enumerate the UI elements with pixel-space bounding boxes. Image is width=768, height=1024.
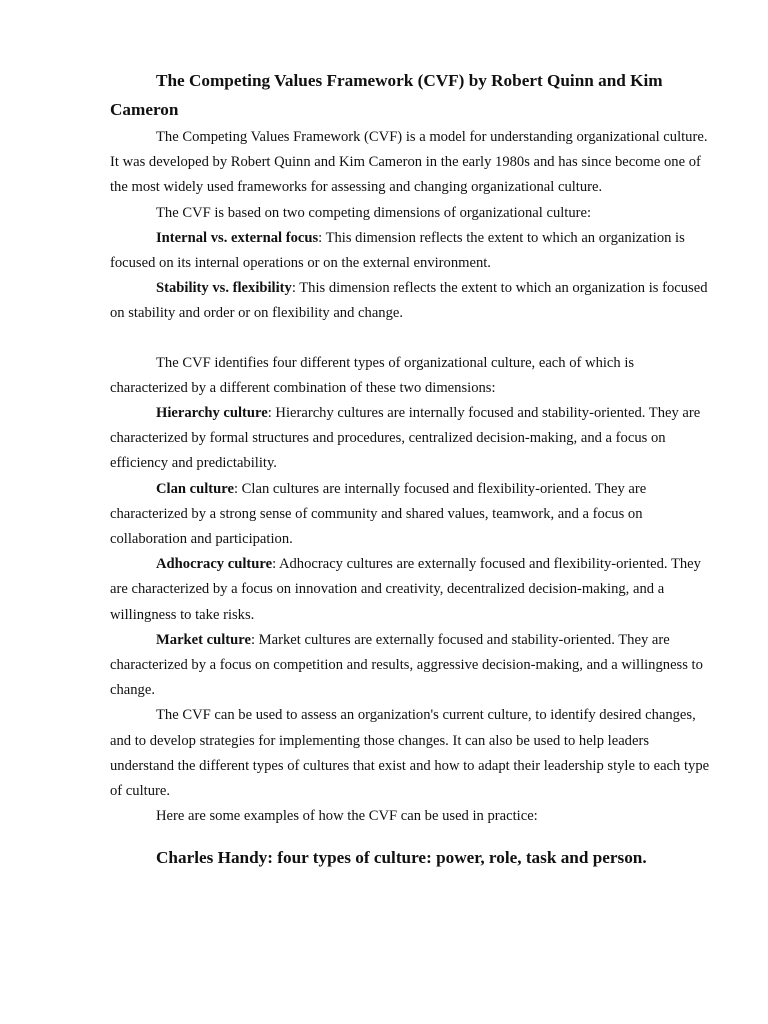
dimension-term: Internal vs. external focus — [156, 229, 319, 246]
type-clan-culture — [110, 477, 714, 553]
dimension-description: : This dimension reflects the extent to which an organization is focused on stability and order or on flexibility and change. — [110, 280, 708, 322]
dimensions-intro-paragraph: The CVF is based on two competing dimensions of organizational culture: — [156, 204, 592, 221]
document-title: The Competing Values Framework (CVF) by Robert Quinn and Kim Cameron — [110, 71, 663, 119]
document-page — [110, 66, 714, 872]
intro-paragraph: The Competing Values Framework (CVF) is a model for understanding organizational culture. It was developed by Robert Quinn and Kim Cameron in the early 1980s and has since become one of the most widely used frameworks for assessing and changing organizational culture. — [110, 129, 708, 196]
culture-type-term: Market culture — [156, 631, 251, 648]
type-market-culture — [110, 628, 714, 704]
culture-type-term: Clan culture — [156, 480, 234, 497]
types-intro-paragraph: The CVF identifies four different types of organizational culture, each of which is characterized by a different combination of these two dimensions: — [110, 354, 635, 396]
culture-type-description: : Hierarchy cultures are internally focused and stability-oriented. They are characterized by formal structures and procedures, centralized decision-making, and a focus on efficiency and predictability. — [110, 405, 701, 472]
type-hierarchy-culture — [110, 401, 714, 477]
dimension-stability-flexibility — [110, 276, 714, 326]
dimension-term: Stability vs. flexibility — [156, 280, 292, 297]
type-adhocracy-culture — [110, 552, 714, 628]
paragraph-spacer — [110, 327, 714, 351]
usage-paragraph: The CVF can be used to assess an organization's current culture, to identify desired changes, and to develop strategies for implementing those changes. It can also be used to help leaders understand the different types of cultures that exist and how to adapt their leadership style to each type of culture. — [110, 707, 710, 800]
examples-intro-paragraph: Here are some examples of how the CVF can be used in practice: — [156, 808, 538, 825]
culture-type-description: : Market cultures are externally focused and stability-oriented. They are characterized by a focus on competition and results, aggressive decision-making, and a willingness to change. — [110, 631, 703, 699]
culture-type-description: : Clan cultures are internally focused and flexibility-oriented. They are characterized by a strong sense of community and shared values, teamwork, and a focus on collaboration and participation. — [110, 480, 647, 548]
culture-type-description: : Adhocracy cultures are externally focused and flexibility-oriented. They are characterized by a focus on innovation and creativity, decentralized decision-making, and a willingness to take risks. — [110, 556, 701, 623]
culture-type-term: Hierarchy culture — [156, 405, 268, 422]
dimension-internal-external — [110, 226, 714, 276]
dimension-description: : This dimension reflects the extent to which an organization is focused on its internal operations or on the external environment. — [110, 229, 685, 272]
section-subheading: Charles Handy: four types of culture: power, role, task and person. — [156, 848, 647, 868]
culture-type-term: Adhocracy culture — [156, 556, 273, 573]
